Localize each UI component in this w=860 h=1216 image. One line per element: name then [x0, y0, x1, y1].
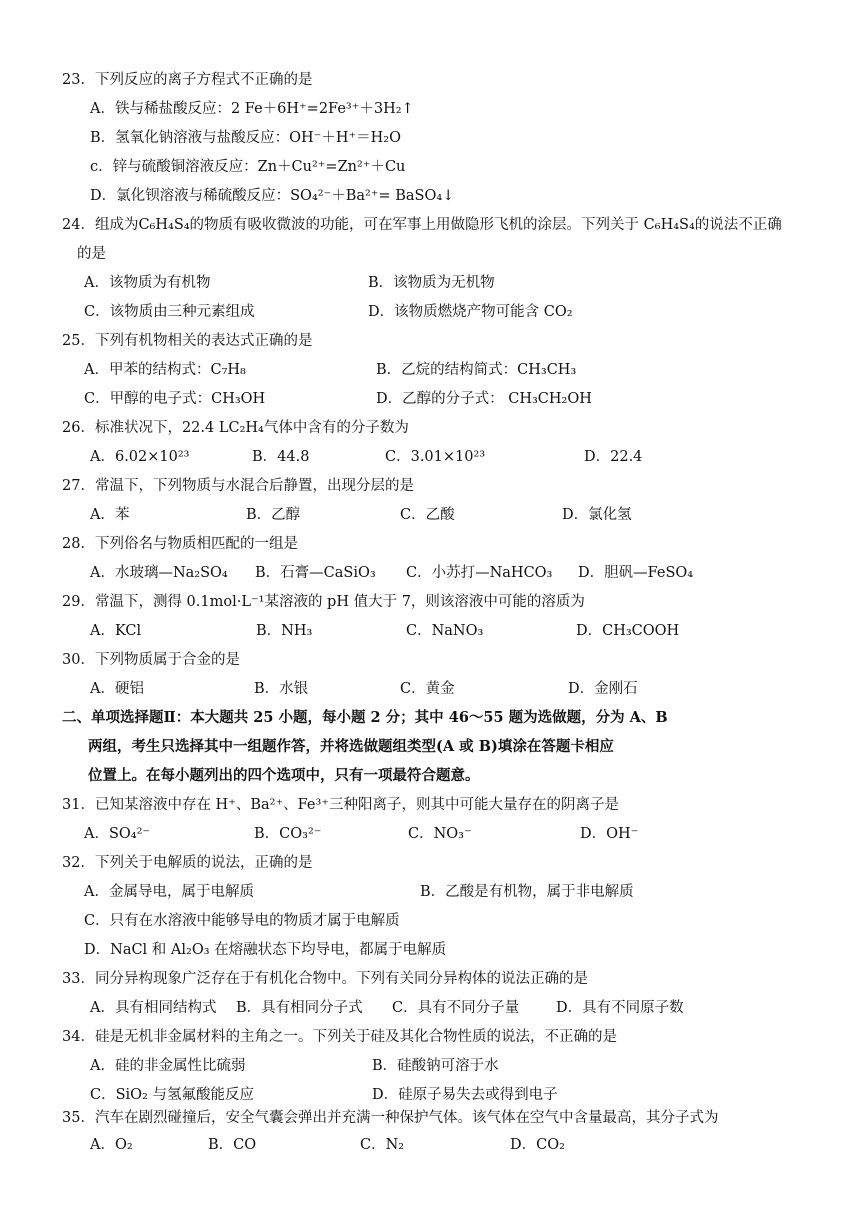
question-34-option-a: A．硅的非金属性比硫弱	[90, 1058, 246, 1074]
question-34-option-c: C．SiO₂ 与氢氟酸能反应	[90, 1087, 254, 1103]
question-25-option-d: D．乙醇的分子式： CH₃CH₂OH	[376, 391, 592, 407]
question-32-option-c: C．只有在水溶液中能够导电的物质才属于电解质	[84, 913, 400, 929]
question-30-option-c: C．黄金	[400, 681, 455, 697]
question-35-option-a: A．O₂	[90, 1137, 133, 1153]
question-26-option-d: D．22.4	[584, 449, 643, 465]
section-2-heading-line3: 位置上。在每小题列出的四个选项中，只有一项最符合题意。	[88, 767, 480, 784]
question-34-option-d: D．硅原子易失去或得到电子	[372, 1087, 558, 1103]
question-23-option-a: A．铁与稀盐酸反应：2 Fe＋6H⁺=2Fe³⁺＋3H₂↑	[90, 101, 414, 117]
question-27-option-b: B．乙醇	[246, 507, 301, 523]
question-30-stem: 30．下列物质属于合金的是	[62, 652, 240, 668]
question-31-stem: 31．已知某溶液中存在 H⁺、Ba²⁺、Fe³⁺三种阳离子，则其中可能大量存在的阴离子是	[62, 797, 619, 813]
question-26-option-c: C．3.01×10²³	[385, 449, 486, 465]
question-27-stem: 27．常温下，下列物质与水混合后静置，出现分层的是	[62, 478, 414, 494]
question-24-stem-continued: 的是	[77, 246, 106, 262]
section-2-heading-line2: 两组，考生只选择其中一组题作答，并将选做题组类型(A 或 B)填涂在答题卡相应	[88, 738, 614, 755]
question-32-option-a: A．金属导电，属于电解质	[84, 884, 254, 900]
question-30-option-a: A．硬铝	[90, 681, 144, 697]
question-34-option-b: B．硅酸钠可溶于水	[372, 1058, 499, 1074]
question-23-option-d: D．氯化钡溶液与稀硫酸反应：SO₄²⁻＋Ba²⁺= BaSO₄↓	[90, 188, 455, 204]
question-24-option-d: D．该物质燃烧产物可能含 CO₂	[368, 304, 573, 320]
question-23-option-b: B．氢氧化钠溶液与盐酸反应：OH⁻＋H⁺＝H₂O	[90, 130, 401, 146]
question-27-option-a: A．苯	[90, 507, 130, 523]
question-24-option-c: C．该物质由三种元素组成	[84, 304, 255, 320]
question-30-option-d: D．金刚石	[568, 681, 638, 697]
question-27-option-d: D．氯化氢	[562, 507, 632, 523]
question-24-option-a: A．该物质为有机物	[84, 275, 211, 291]
question-33-option-d: D．具有不同原子数	[556, 1000, 684, 1016]
section-2-heading: 二、单项选择题Ⅱ：本大题共 25 小题，每小题 2 分；其中 46～55 题为选做题，分为 A、B	[62, 709, 668, 726]
question-28-option-c: C．小苏打—NaHCO₃	[406, 565, 553, 581]
question-33-option-b: B．具有相同分子式	[236, 1000, 363, 1016]
question-27-option-c: C．乙酸	[400, 507, 455, 523]
question-26-option-a: A．6.02×10²³	[90, 449, 190, 465]
question-31-option-a: A．SO₄²⁻	[84, 826, 151, 842]
question-25-option-c: C．甲醇的电子式：CH₃OH	[84, 391, 266, 407]
question-32-stem: 32．下列关于电解质的说法，正确的是	[62, 855, 313, 871]
question-35-option-c: C．N₂	[360, 1137, 405, 1153]
question-24-stem: 24．组成为C₆H₄S₄的物质有吸收微波的功能，可在军事上用做隐形飞机的涂层。下列关于 C₆H₄S₄的说法不正确	[62, 217, 782, 233]
question-34-stem: 34．硅是无机非金属材料的主角之一。下列关于硅及其化合物性质的说法，不正确的是	[62, 1029, 617, 1045]
question-35-stem: 35．汽车在剧烈碰撞后，安全气囊会弹出并充满一种保护气体。该气体在空气中含量最高，其分子式为	[62, 1110, 719, 1126]
question-29-option-b: B．NH₃	[256, 623, 313, 639]
question-28-stem: 28．下列俗名与物质相匹配的一组是	[62, 536, 298, 552]
question-26-stem: 26．标准状况下，22.4 LC₂H₄气体中含有的分子数为	[62, 420, 409, 436]
question-33-stem: 33．同分异构现象广泛存在于有机化合物中。下列有关同分异构体的说法正确的是	[62, 971, 588, 987]
question-30-option-b: B．水银	[254, 681, 309, 697]
question-29-stem: 29．常温下，测得 0.1mol·L⁻¹某溶液的 pH 值大于 7，则该溶液中可能的溶质为	[62, 594, 585, 610]
question-23-stem: 23．下列反应的离子方程式不正确的是	[62, 72, 313, 88]
question-29-option-c: C．NaNO₃	[406, 623, 484, 639]
question-31-option-d: D．OH⁻	[580, 826, 639, 842]
question-28-option-b: B．石膏—CaSiO₃	[255, 565, 376, 581]
question-28-option-a: A．水玻璃—Na₂SO₄	[90, 565, 228, 581]
question-23-option-c: c．锌与硫酸铜溶液反应：Zn＋Cu²⁺=Zn²⁺＋Cu	[90, 159, 406, 175]
question-33-option-c: C．具有不同分子量	[392, 1000, 520, 1016]
question-32-option-d: D．NaCl 和 Al₂O₃ 在熔融状态下均导电，都属于电解质	[84, 942, 447, 958]
question-29-option-a: A．KCl	[90, 623, 142, 639]
question-28-option-d: D．胆矾—FeSO₄	[578, 565, 694, 581]
question-31-option-c: C．NO₃⁻	[408, 826, 472, 842]
question-35-option-d: D．CO₂	[510, 1137, 565, 1153]
question-32-option-b: B．乙酸是有机物，属于非电解质	[420, 884, 634, 900]
question-25-option-b: B．乙烷的结构简式：CH₃CH₃	[376, 362, 577, 378]
question-25-option-a: A．甲苯的结构式：C₇H₈	[84, 362, 246, 378]
question-29-option-d: D．CH₃COOH	[576, 623, 680, 639]
question-24-option-b: B．该物质为无机物	[368, 275, 495, 291]
question-26-option-b: B．44.8	[252, 449, 310, 465]
question-35-option-b: B．CO	[208, 1137, 257, 1153]
question-25-stem: 25．下列有机物相关的表达式正确的是	[62, 333, 313, 349]
question-31-option-b: B．CO₃²⁻	[254, 826, 322, 842]
question-33-option-a: A．具有相同结构式	[90, 1000, 217, 1016]
